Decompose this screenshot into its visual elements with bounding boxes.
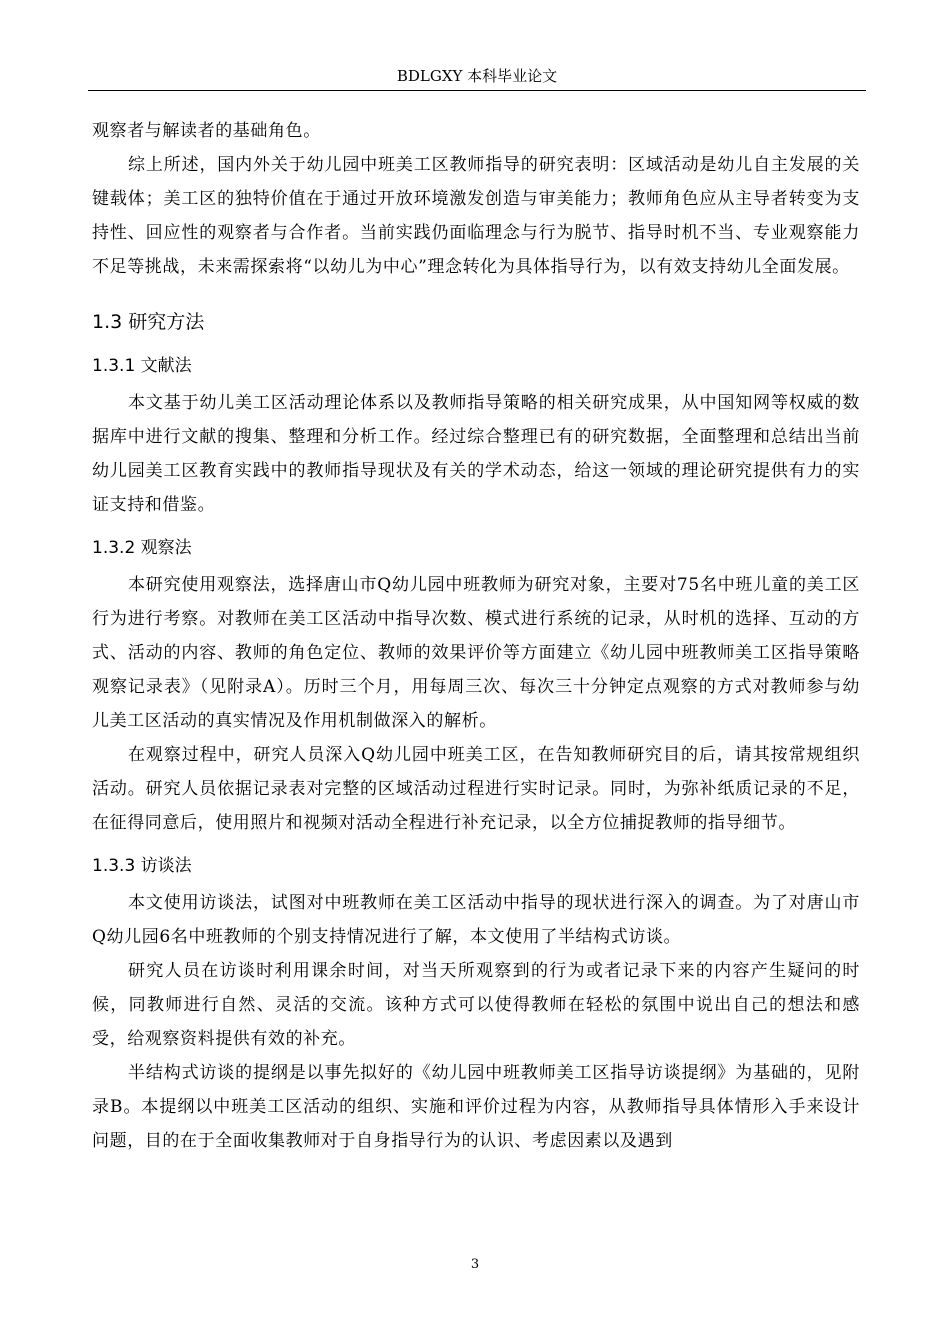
section-heading: 1.3 研究方法 (92, 311, 205, 333)
paragraph: 本文使用访谈法，试图对中班教师在美工区活动中指导的现状进行深入的调查。为了对唐山市Q幼儿园6名中班教师的个别支持情况进行了解，本文使用了半结构式访谈。 (92, 893, 860, 947)
subsection-heading: 1.3.1 文献法 (92, 356, 192, 376)
paragraph: 观察者与解读者的基础角色。 (92, 121, 321, 141)
header-divider (88, 90, 866, 91)
subsection-heading: 1.3.2 观察法 (92, 538, 192, 558)
paragraph: 综上所述，国内外关于幼儿园中班美工区教师指导的研究表明：区域活动是幼儿自主发展的关键载体；美工区的独特价值在于通过开放环境激发创造与审美能力；教师角色应从主导者转变为支持性、回应性的观察者与合作者。当前实践仍面临理念与行为脱节、指导时机不当、专业观察能力不足等挑战，未来需探索将“以幼儿为中心”理念转化为具体指导行为，以有效支持幼儿全面发展。 (92, 155, 860, 277)
page-header: BDLGXY 本科毕业论文 (396, 67, 558, 85)
paragraph: 研究人员在访谈时利用课余时间，对当天所观察到的行为或者记录下来的内容产生疑问的时候，同教师进行自然、灵活的交流。该种方式可以使得教师在轻松的氛围中说出自己的想法和感受，给观察资料提供有效的补充。 (92, 961, 860, 1049)
paragraph: 在观察过程中，研究人员深入Q幼儿园中班美工区，在告知教师研究目的后，请其按常规组织活动。研究人员依据记录表对完整的区域活动过程进行实时记录。同时，为弥补纸质记录的不足，在征得同意后，使用照片和视频对活动全程进行补充记录，以全方位捕捉教师的指导细节。 (92, 745, 860, 833)
page-body (92, 114, 860, 1158)
subsection-heading: 1.3.3 访谈法 (92, 856, 192, 876)
paragraph: 半结构式访谈的提纲是以事先拟好的《幼儿园中班教师美工区指导访谈提纲》为基础的，见附录B。本提纲以中班美工区活动的组织、实施和评价过程为内容，从教师指导具体情形入手来设计问题，目的在于全面收集教师对于自身指导行为的认识、考虑因素以及遇到 (92, 1063, 860, 1151)
paragraph: 本研究使用观察法，选择唐山市Q幼儿园中班教师为研究对象，主要对75名中班儿童的美工区行为进行考察。对教师在美工区活动中指导次数、模式进行系统的记录，从时机的选择、互动的方式、活动的内容、教师的角色定位、教师的效果评价等方面建立《幼儿园中班教师美工区指导策略观察记录表》（见附录A）。历时三个月，用每周三次、每次三十分钟定点观察的方式对教师参与幼儿美工区活动的真实情况及作用机制做深入的解析。 (92, 575, 860, 731)
paragraph: 本文基于幼儿美工区活动理论体系以及教师指导策略的相关研究成果，从中国知网等权威的数据库中进行文献的搜集、整理和分析工作。经过综合整理已有的研究数据，全面整理和总结出当前幼儿园美工区教育实践中的教师指导现状及有关的学术动态，给这一领域的理论研究提供有力的实证支持和借鉴。 (92, 393, 860, 515)
page-number: 3 (470, 1257, 480, 1272)
